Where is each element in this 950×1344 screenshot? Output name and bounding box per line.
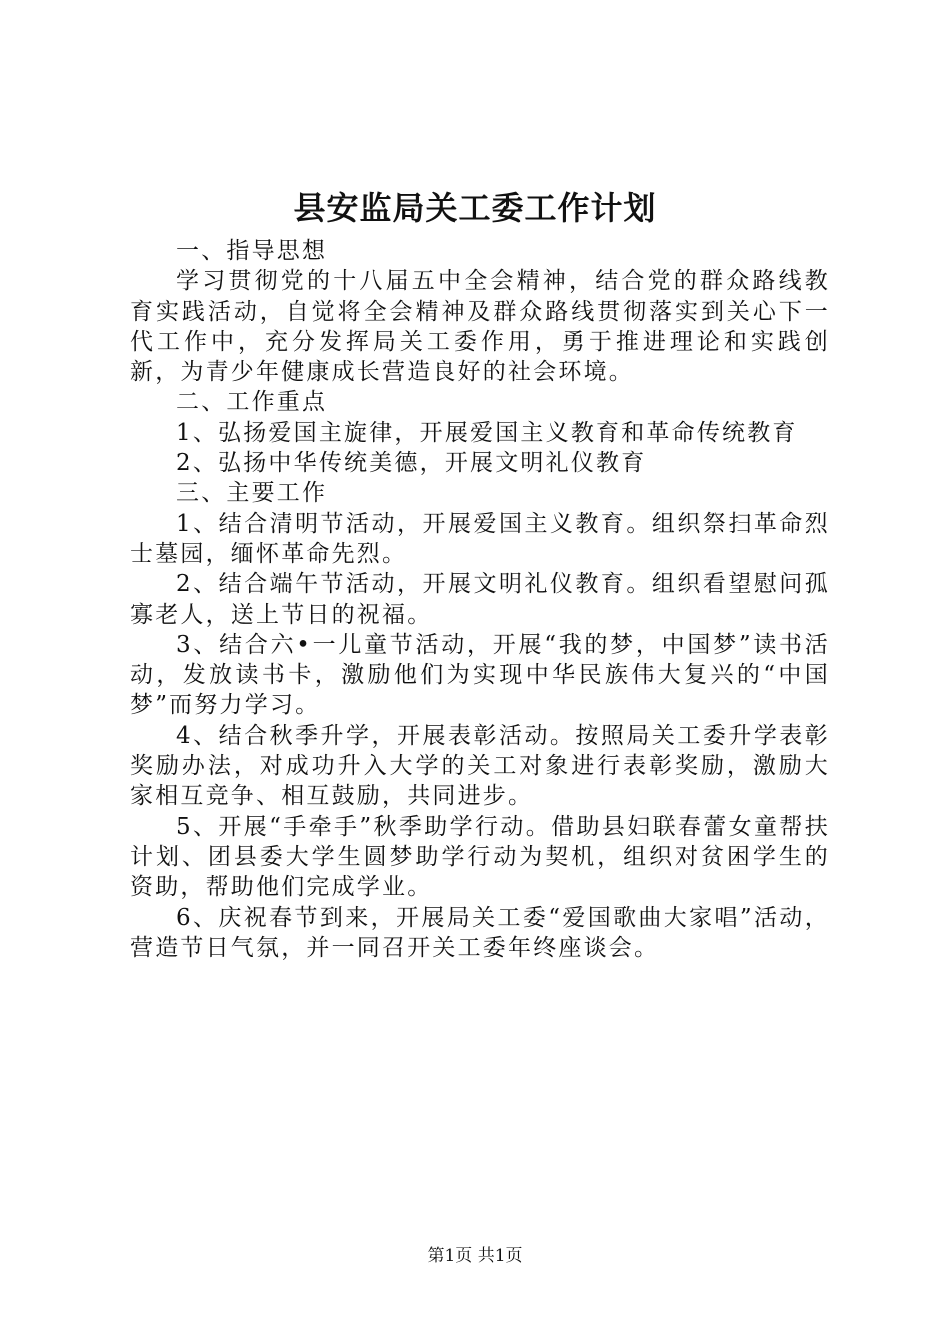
section-heading-guiding-thought: 一、指导思想 — [176, 238, 328, 264]
main-work-item-5: 5、开展“手牵手”秋季助学行动。借助县妇联春蕾女童帮扶计划、团县委大学生圆梦助学行动为契机，组织对贫困学生的资助，帮助他们完成学业。 — [130, 813, 830, 901]
section-heading-key-work: 二、工作重点 — [176, 389, 328, 416]
document-title: 县安监局关工委工作计划 — [293, 189, 657, 227]
section-heading-main-work: 三、主要工作 — [176, 480, 328, 507]
main-work-item-6: 6、庆祝春节到来，开展局关工委“爱国歌曲大家唱”活动，营造节日气氛，并一同召开关工委年终座谈会。 — [130, 904, 830, 961]
document-body — [130, 236, 830, 963]
main-work-item-2: 2、结合端午节活动，开展文明礼仪教育。组织看望慰问孤寡老人，送上节日的祝福。 — [130, 571, 830, 628]
key-work-item-1: 1、弘扬爱国主旋律，开展爱国主义教育和革命传统教育 — [176, 419, 798, 446]
main-work-item-3: 3、结合六•一儿童节活动，开展“我的梦，中国梦”读书活动，发放读书卡，激励他们为实现中华民族伟大复兴的“中国梦”而努力学习。 — [130, 631, 830, 719]
main-work-item-4: 4、结合秋季升学，开展表彰活动。按照局关工委升学表彰奖励办法，对成功升入大学的关工对象进行表彰奖励，激励大家相互竞争、相互鼓励，共同进步。 — [130, 722, 830, 810]
page-footer: 第1页 共1页 — [427, 1246, 523, 1266]
main-work-item-1: 1、结合清明节活动，开展爱国主义教育。组织祭扫革命烈士墓园，缅怀革命先烈。 — [130, 510, 830, 567]
key-work-item-2: 2、弘扬中华传统美德，开展文明礼仪教育 — [176, 450, 647, 477]
paragraph-guiding-thought: 学习贯彻党的十八届五中全会精神，结合党的群众路线教育实践活动，自觉将全会精神及群众路线贯彻落实到关心下一代工作中，充分发挥局关工委作用，勇于推进理论和实践创新，为青少年健康成长营造良好的社会环境。 — [130, 268, 830, 386]
